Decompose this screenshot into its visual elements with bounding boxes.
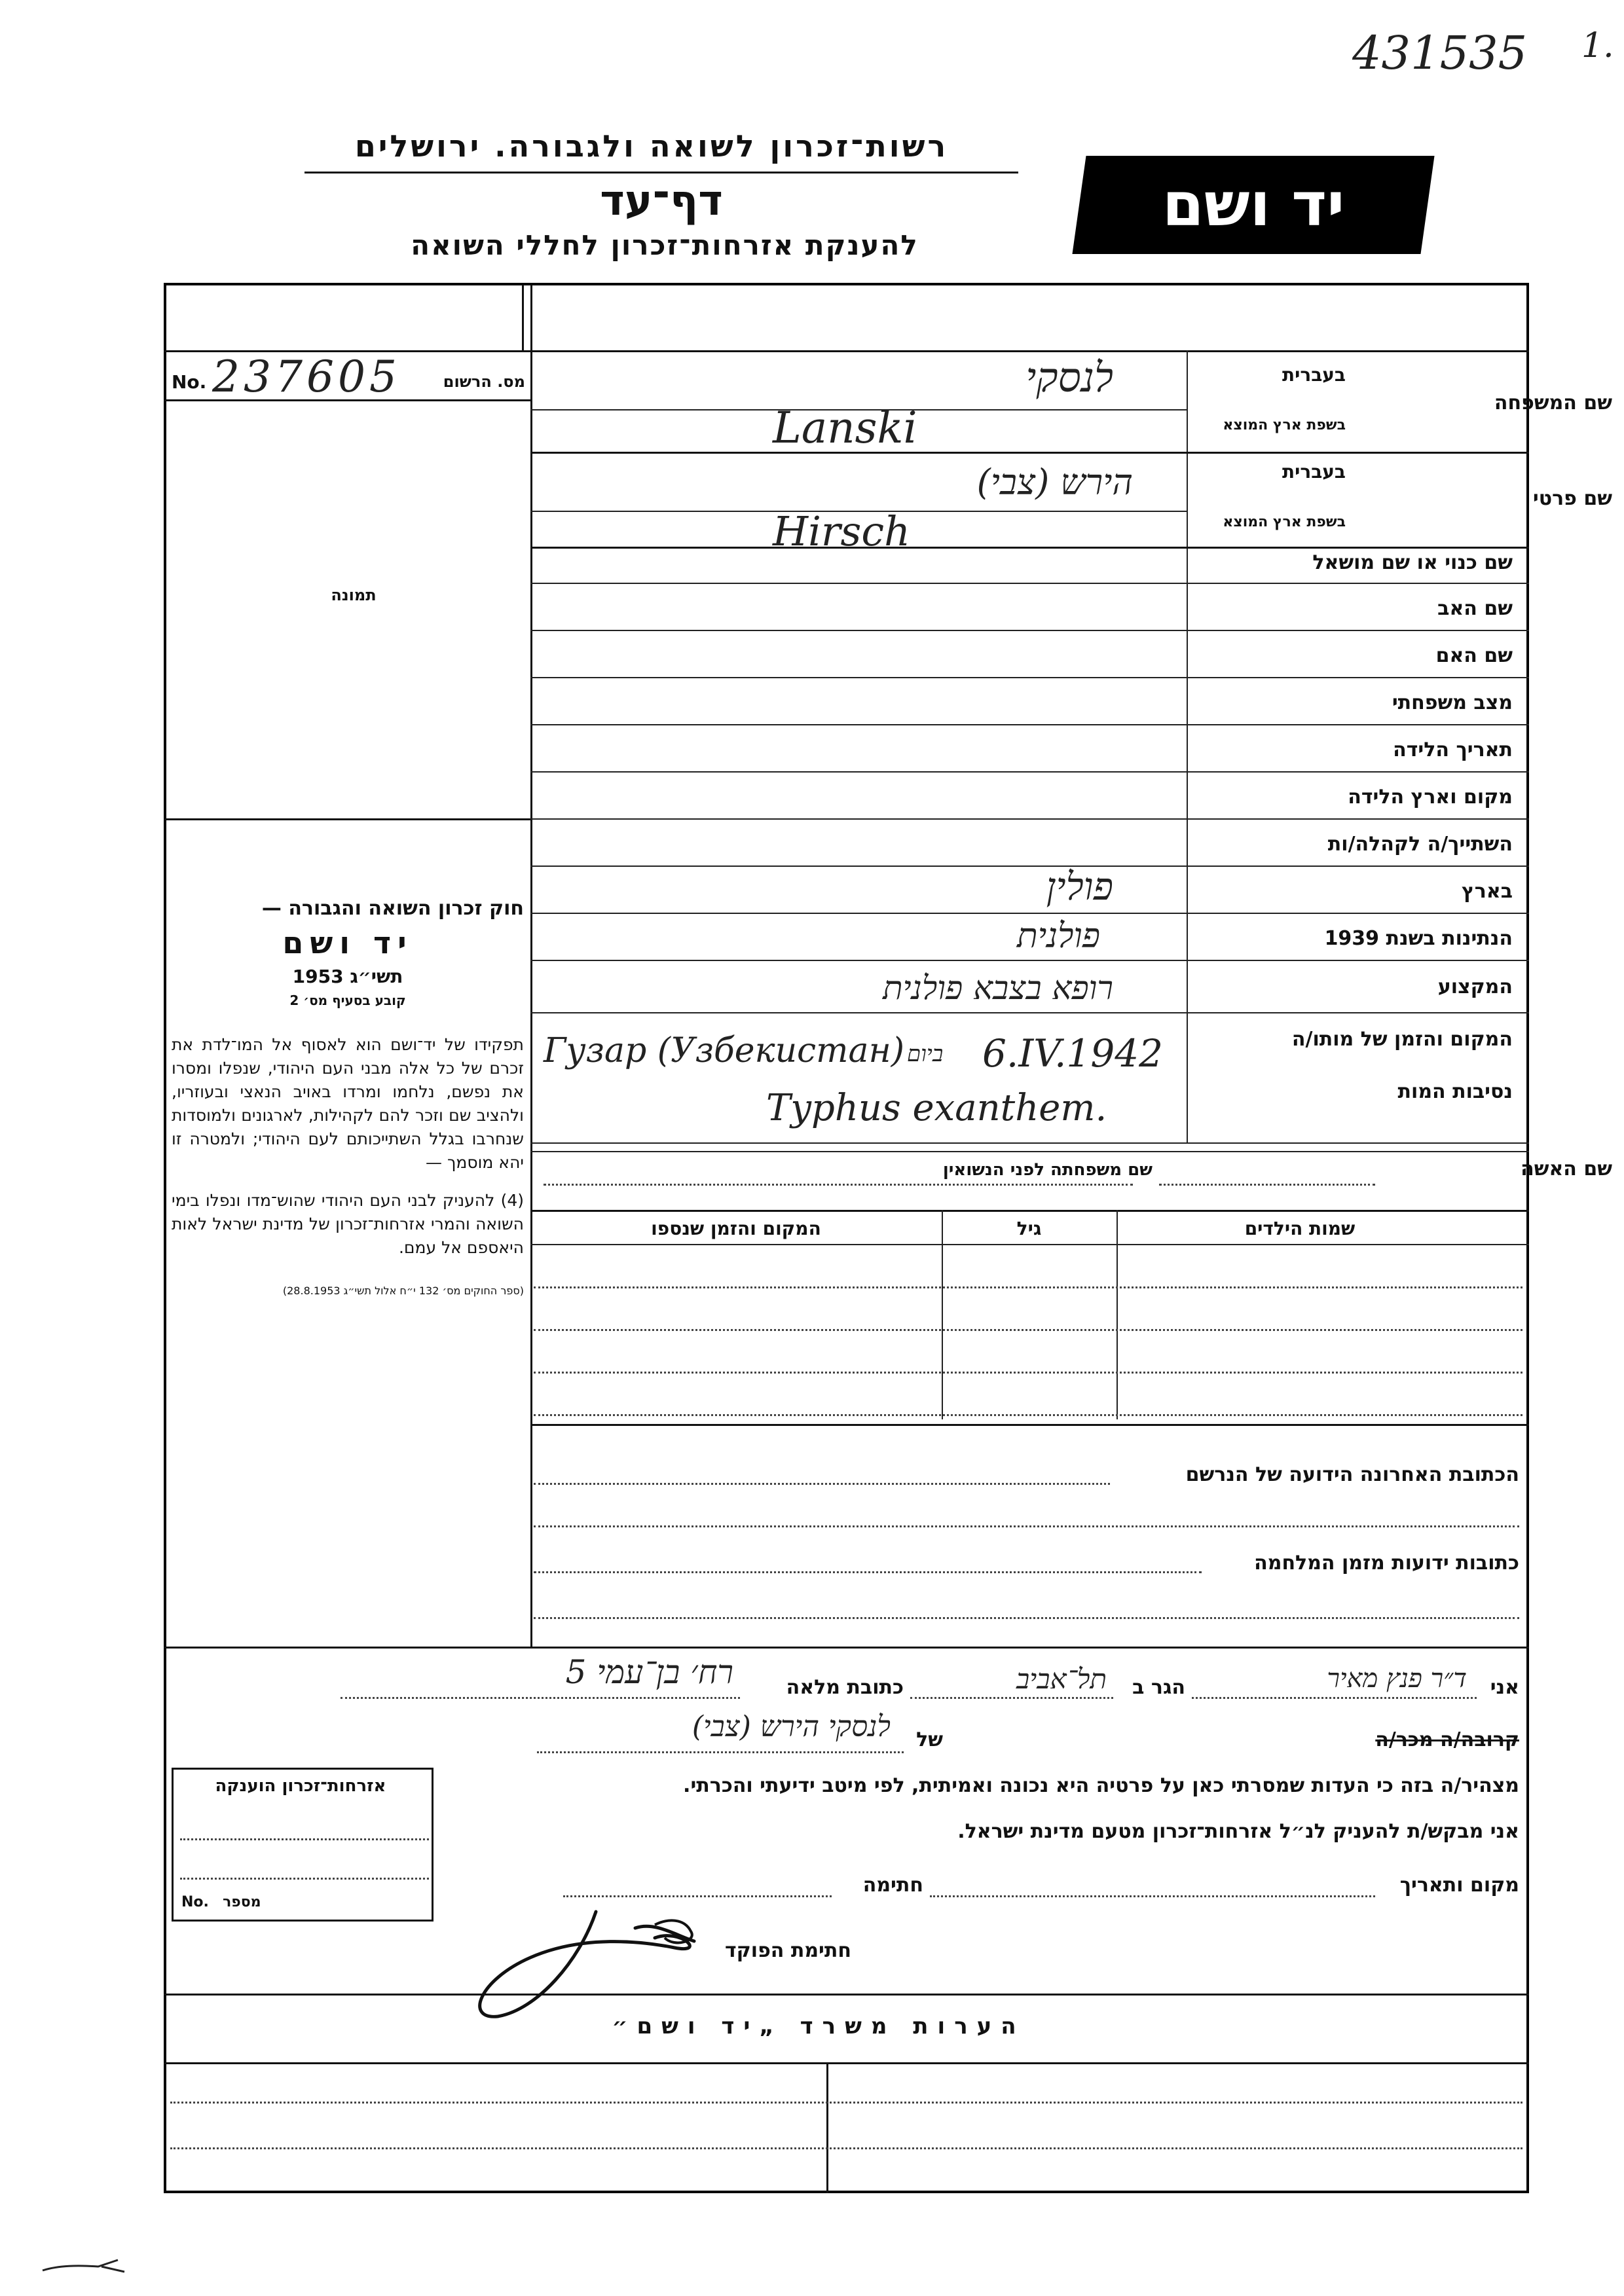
deathcirc-label: נסיבות המות — [1397, 1080, 1513, 1103]
mother-bottom — [530, 677, 1529, 678]
birthdate-bottom — [530, 771, 1529, 773]
surname-bottom — [530, 452, 1529, 454]
country-bottom — [530, 913, 1529, 914]
resident-line — [910, 1697, 1113, 1699]
profession-label: המקצוע — [1437, 975, 1513, 998]
declarant-name: ד״ר פנץ מאיר — [1327, 1664, 1467, 1694]
wife-dotted-line — [544, 1184, 1133, 1186]
children-names-header: שמות הילדים — [1244, 1218, 1356, 1239]
declarant-i-label: אני — [1490, 1676, 1519, 1699]
last-address-line — [534, 1483, 1110, 1485]
children-row-4 — [534, 1414, 1522, 1416]
father-label: שם האב — [1437, 597, 1513, 620]
address-line-2 — [534, 1525, 1519, 1527]
corner-mark: 1. — [1581, 26, 1614, 65]
addresses-top — [530, 1424, 1529, 1426]
mother-label: שם האם — [1435, 644, 1513, 667]
marital-bottom — [530, 724, 1529, 725]
photo-bottom-line — [164, 818, 530, 820]
resident-label: הגר ב — [1132, 1676, 1185, 1699]
deathplace-he-value: ביום — [907, 1041, 944, 1067]
law-year: תשי״ג 1953 — [292, 966, 403, 987]
firstname-hebrew-label: בעברית — [1282, 461, 1346, 483]
children-row-1 — [534, 1286, 1522, 1288]
firstname-label: שם פרטי — [1532, 487, 1612, 510]
signature-label: חתימה — [862, 1874, 923, 1897]
wife-dotted-line-right — [1159, 1184, 1375, 1186]
corner-scribble — [39, 2252, 131, 2278]
place-date-line — [930, 1895, 1375, 1897]
surname-local-label: בשפת ארץ המוצא — [1223, 417, 1346, 433]
surname-local-value: Lanski — [773, 403, 917, 453]
citizenship-box-number-label: מספר — [223, 1894, 261, 1910]
authority-underline — [304, 172, 1018, 173]
remarks-line-1 — [170, 2102, 1522, 2104]
resident-value: תל־אביב — [1016, 1663, 1107, 1695]
address-label: כתובת מלאה — [786, 1676, 904, 1699]
left-col-divider-top — [522, 285, 524, 350]
address-line-4 — [534, 1617, 1519, 1619]
father-bottom — [530, 630, 1529, 631]
marital-label: מצב משפחתי — [1392, 691, 1513, 714]
birthplace-bottom — [530, 818, 1529, 820]
address-value: רח׳ בן־עמי 5 — [565, 1653, 733, 1691]
deathplace-date-value: 6.IV.1942 — [982, 1031, 1164, 1076]
law-para-1: תפקידו של יד־ושם הוא לאסוף אל המו־לדת את זכרם של כל אלה מבני העם היהודי, שנפלו ומסרו את נפשם, נלחמו ומרדו באויב הנאצי ובעוזריו, ולהציב שם וזכר להם לקהילות, לארגונים ולמוסדות שנחרבו בגלל השתייכותם לעם היהודי; ולמטרה זו יהא מוסמך — — [172, 1035, 524, 1172]
form-subtitle: להענקת אזרחות־זכרון לחללי השואה — [411, 229, 919, 261]
children-header-line — [530, 1244, 1529, 1245]
citizenship-box-line-1 — [180, 1838, 429, 1840]
war-address-label: כתובות ידועות מזמן המלחמה — [1254, 1552, 1519, 1575]
registration-underline — [164, 399, 530, 401]
of-value: לנסקי הירש (צבי) — [692, 1710, 891, 1743]
children-col-2 — [1116, 1210, 1118, 1419]
remarks-header-line — [164, 2062, 1529, 2064]
authority-line: רשות־זכרון לשואה ולגבורה. ירושלים — [354, 128, 949, 164]
yad-vashem-logo — [1072, 156, 1434, 254]
children-place-header: המקום והזמן שנספו — [651, 1218, 821, 1239]
citizenship-box-title: אזרחות־זכרון הוענקה — [215, 1776, 386, 1796]
registration-number: 237605 — [212, 352, 401, 402]
law-para-2: (4) להעניק לבני העם היהודי שהוש־מדו ונפלו בימי השואה והמרי אזרחות־זכרון של מדינת ישראל לאות היאספם אל עמם. — [172, 1191, 524, 1257]
deathcirc-bottom — [530, 1142, 1529, 1144]
law-clause: קובע בסעיף מס׳ 2 — [289, 993, 406, 1008]
address-line — [341, 1697, 740, 1699]
citizenship-box-line-2 — [180, 1878, 429, 1880]
deathplace-local-value: Гузар (Узбекистан) — [544, 1031, 905, 1070]
photo-label: תמונה — [331, 586, 377, 604]
country-label: בארץ — [1461, 880, 1513, 903]
citizenship-label: הנתינות בשנת 1939 — [1324, 927, 1513, 950]
declarant-line — [1192, 1697, 1477, 1699]
citizenship-box-no: No. — [181, 1894, 209, 1910]
of-label: של — [916, 1728, 943, 1751]
wife-label: שם האשה — [1521, 1157, 1612, 1180]
children-row-3 — [534, 1372, 1522, 1374]
firstname-local-value: Hirsch — [773, 507, 911, 555]
firstname-hebrew-value: הירש (צבי) — [976, 462, 1133, 503]
citizenship-bottom — [530, 960, 1529, 961]
law-source: (ספר החוקים מס׳ 132 י״ח אלול תשי״ג 28.8.1953) — [282, 1285, 524, 1297]
wife-maiden-label: שם משפחתה לפני הנשואין — [942, 1160, 1153, 1180]
law-title: חוק זכרון השואה והגבורה — — [261, 897, 524, 920]
registration-no — [172, 352, 525, 403]
wife-top-line — [530, 1151, 1529, 1152]
surname-hebrew-label: בעברית — [1282, 364, 1346, 386]
deathcirc-value: Typhus exanthem. — [766, 1087, 1107, 1129]
profession-bottom — [530, 1012, 1529, 1013]
children-age-header: גיל — [1016, 1218, 1042, 1239]
firstname-bottom — [530, 547, 1529, 549]
form-title: דף־עד — [600, 177, 723, 225]
remarks-top — [164, 1994, 1529, 1995]
citizenship-value: פולנית — [1016, 917, 1100, 956]
citizenship-box — [172, 1768, 434, 1922]
relative-label: קרובה/ה מכר/ה — [1375, 1728, 1519, 1751]
nickname-bottom — [530, 583, 1529, 584]
remarks-line-2 — [170, 2147, 1522, 2149]
remarks-title: הערות משרד „יד ושם״ — [612, 2013, 1025, 2039]
law-name: יד ושם — [282, 925, 413, 960]
law-block — [172, 897, 524, 1297]
children-col-1 — [942, 1210, 943, 1419]
firstname-local-label: בשפת ארץ המוצא — [1223, 514, 1346, 530]
surname-label: שם המשפחה — [1494, 392, 1612, 414]
birthdate-label: תאריך הלידה — [1393, 738, 1513, 761]
war-address-line — [534, 1571, 1202, 1573]
request-text: אני מבקש/ת להעניק לנ״ל אזרחות־זכרון מטעם מדינת ישראל. — [957, 1820, 1519, 1843]
registration-label: מס. הרשום — [443, 373, 525, 391]
country-value: פולין — [1046, 864, 1113, 909]
of-line — [537, 1751, 904, 1753]
last-address-label: הכתובת האחרונה הידועה של הנרשם — [1185, 1463, 1519, 1486]
children-top — [530, 1210, 1529, 1212]
deathplace-label: המקום והזמן של מותו/ה — [1291, 1028, 1513, 1051]
community-label: השתייך/ה לקהלה/ות — [1327, 833, 1513, 856]
declaration-top — [164, 1647, 1529, 1649]
official-signature-label: חתימת הפוקד — [725, 1939, 851, 1962]
remarks-divider — [826, 2062, 828, 2193]
archive-number: 431535 — [1352, 26, 1528, 80]
surname-hebrew-value: לנסקי — [1025, 354, 1113, 401]
logo-text: יד ושם — [1162, 170, 1345, 240]
children-row-2 — [534, 1329, 1522, 1331]
left-col-divider — [530, 285, 532, 1647]
statement-text: מצהיר/ה בזה כי העדות שמסרתי כאן על פרטיה היא נכונה ואמיתית, לפי מיטב ידיעתי והכרתי. — [683, 1774, 1519, 1797]
signature-line — [563, 1895, 832, 1897]
nickname-label: שם כנוי או שם מושאל — [1312, 551, 1513, 574]
no-prefix: No. — [172, 371, 207, 393]
place-date-label: מקום ותאריך — [1399, 1874, 1519, 1897]
profession-value: רופא בצבא פולנית — [883, 969, 1113, 1007]
birthplace-label: מקום וארץ הלידה — [1348, 786, 1513, 809]
